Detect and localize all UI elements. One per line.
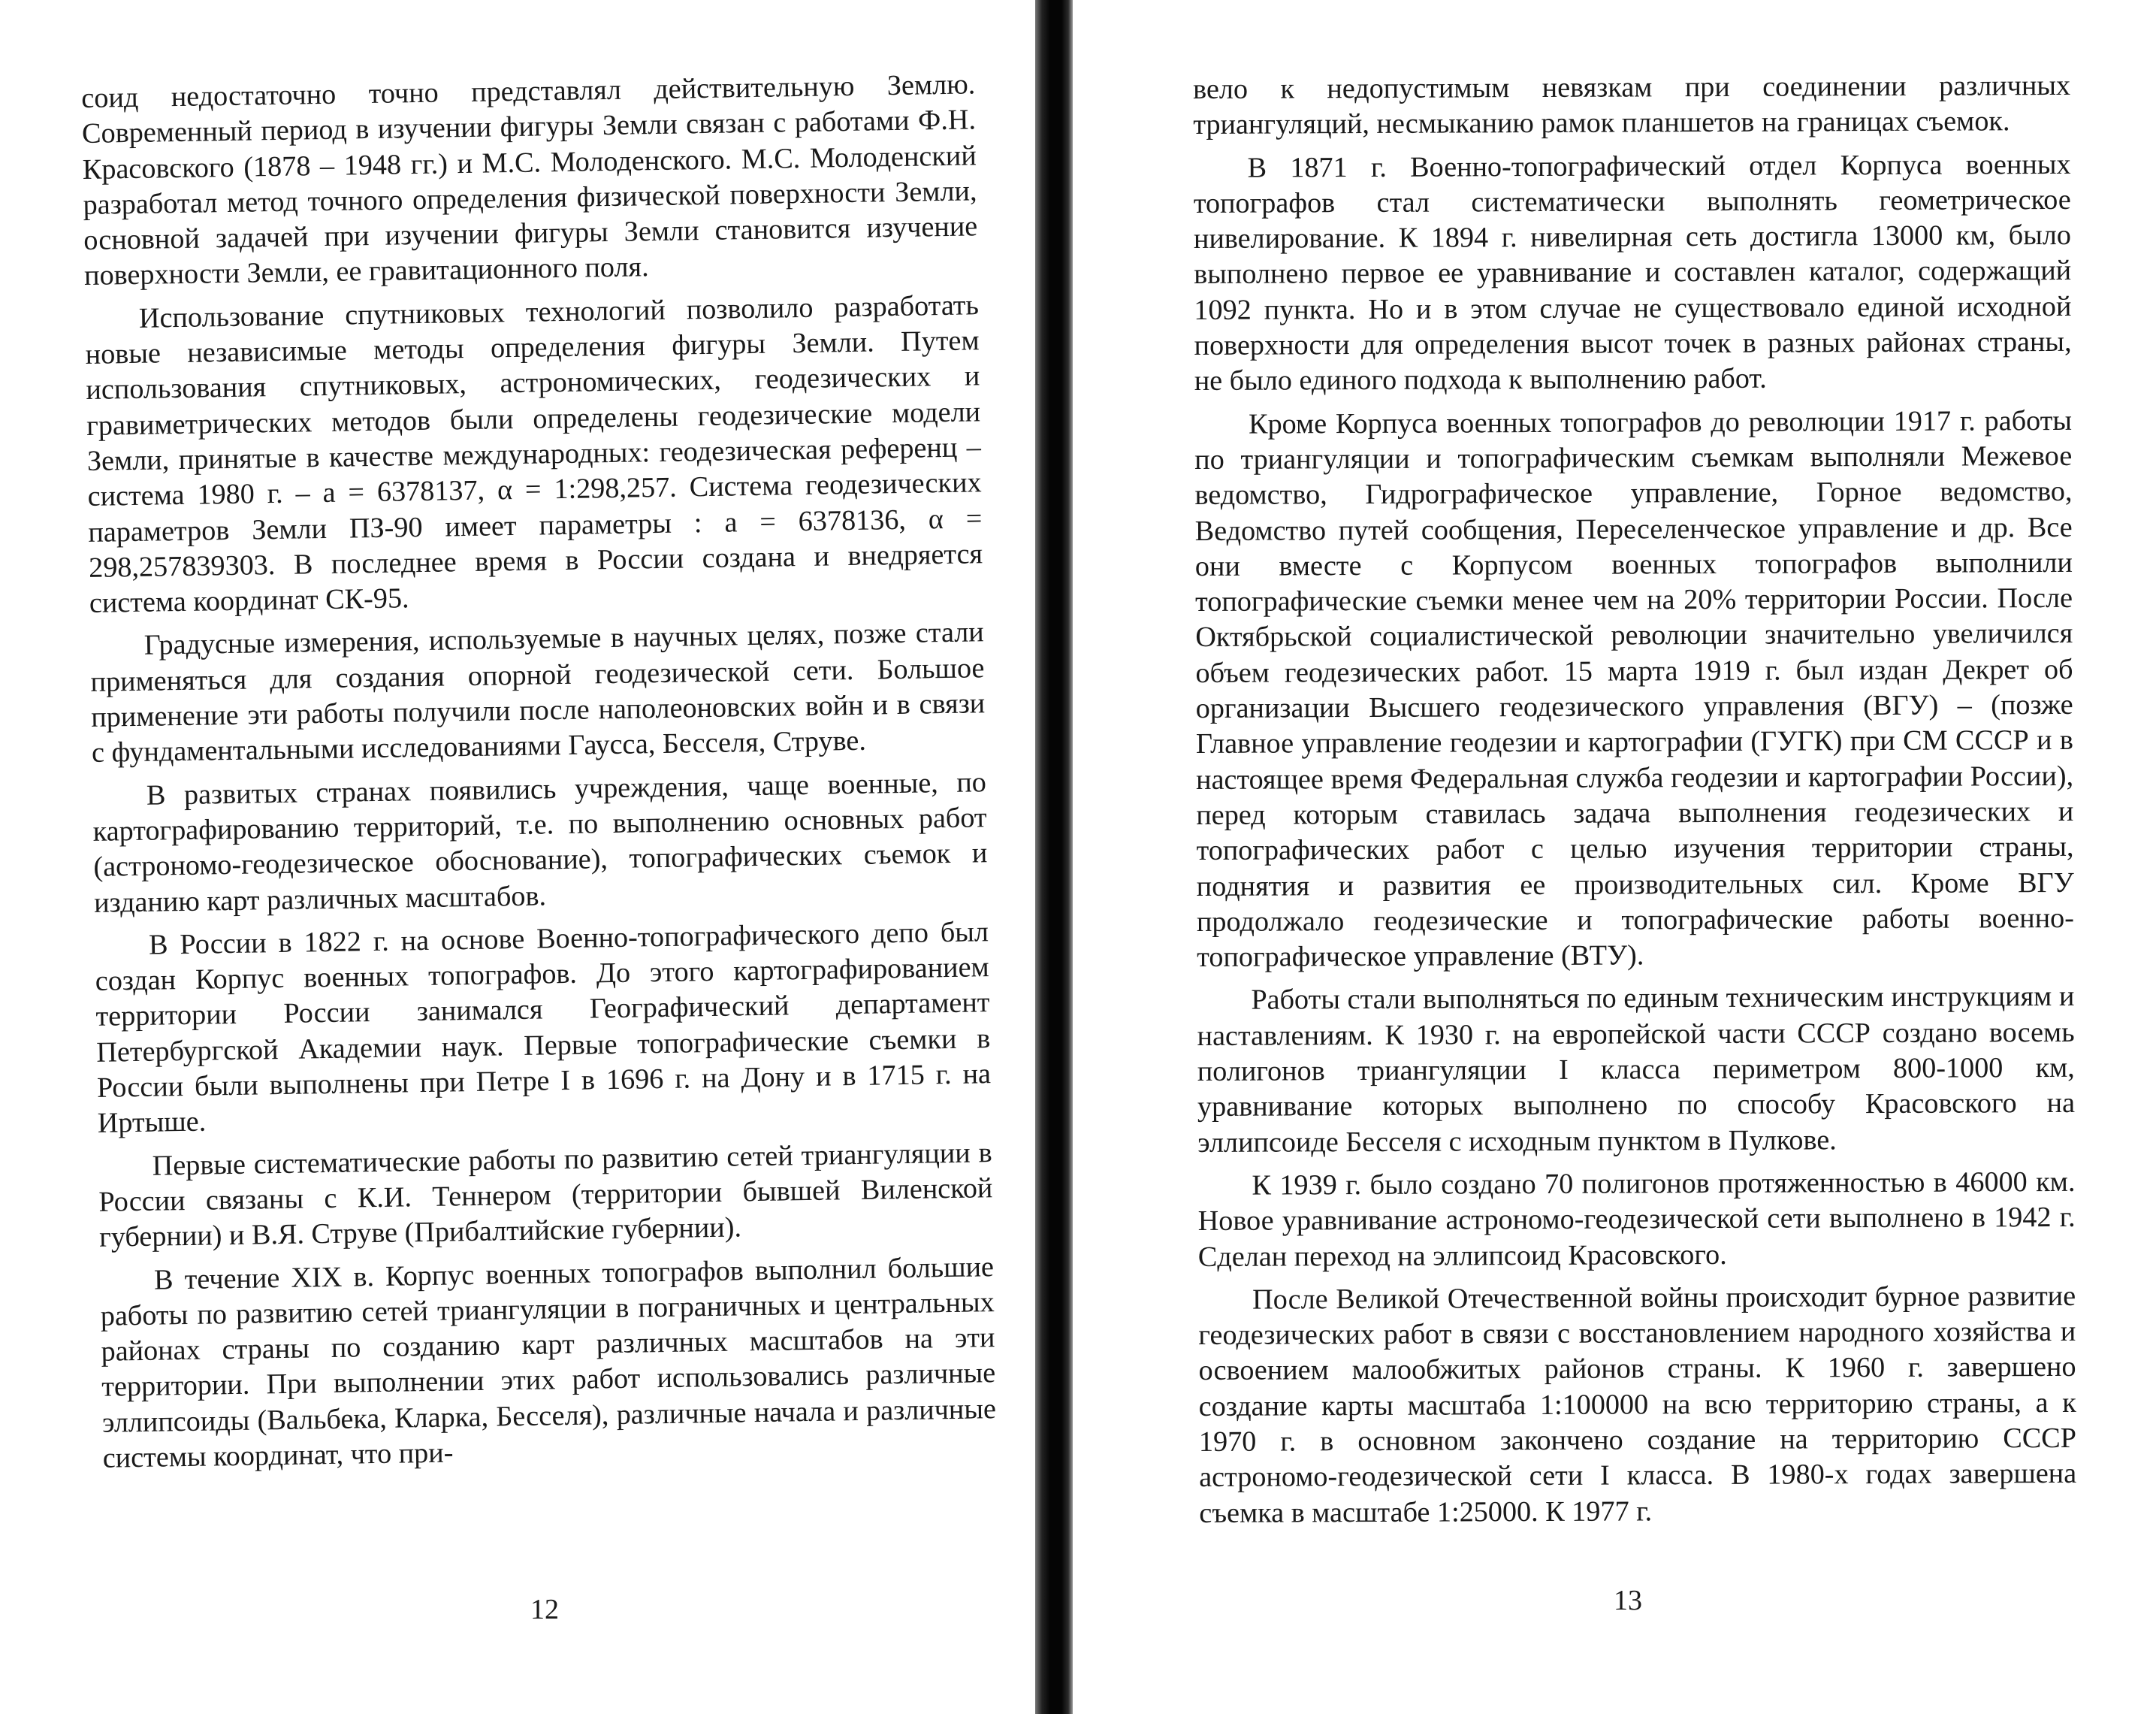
left-page bbox=[0, 0, 1033, 1714]
paragraph: В развитых странах появились учреждения, чаще военные, по картографированию территорий, т.е. по выполнению основных работ (астрономо-геодезическое обоснование), топографических съемок и изданию карт различных масштабов. bbox=[92, 766, 988, 919]
paragraph: Градусные измерения, используемые в научных целях, позже стали применяться для создания опорной геодезической сети. Большое применение эти работы получили после наполеоновских войн и в связи с фундаментальными исследованиями Гаусса, Бесселя, Струве. bbox=[90, 616, 986, 769]
paragraph: Работы стали выполняться по единым техническим инструкциям и наставлениям. К 1930 г. на европейской части СССР создано восемь полигонов триангуляции I класса периметром 800-1000 км, уравнивание которых выполнено по способу Красовского на эллипсоиде Бесселя с исходным пунктом в Пулкове. bbox=[1197, 981, 2076, 1159]
paragraph: В России в 1822 г. на основе Военно-топографического депо был создан Корпус военных топографов. До этого картографированием территории России занимался Географический департамент Петербургской Академии наук. Первые топографические съемки в России были выполнены при Петре I в 1696 г. на Дону и в 1715 г. на Иртыше. bbox=[95, 915, 992, 1140]
paragraph: В течение XIX в. Корпус военных топографов выполнил большие работы по развитию сетей триангуляции в пограничных и центральных районах страны по созданию карт различных масштабов на эти территории. При выполнении этих работ использовались различные эллипсоиды (Вальбека, Кларка, Бесселя), различные начала и различные системы координат, что при- bbox=[100, 1250, 997, 1474]
paragraph: Использование спутниковых технологий позволило разработать новые независимые методы определения фигуры Земли. Путем использования спутниковых, астрономических, геодезических и гравиметрических методов были определены геодезические модели Земли, принятые в качестве международных: геодезическая референц – система 1980 г. – a = 6378137, α = 1:298,257. Система геодезических параметров Земли ПЗ-90 имеет параметры : a = 6378136, α = 298,257839303. В последнее время в России создана и внедряется система координат СК-95. bbox=[85, 289, 983, 620]
paragraph: соид недостаточно точно представлял действительную Землю. Современный период в изучении фигуры Земли связан с работами Ф.Н. Красовского (1878 – 1948 гг.) и М.С. Молоденского. М.С. Молоденский разработал метод точного определения физической поверхности Земли, основной задачей при изучении фигуры Земли становится изучение поверхности Земли, ее гравитационного поля. bbox=[81, 68, 978, 292]
paragraph: После Великой Отечественной войны происходит бурное развитие геодезических работ в связи с восстановлением народного хозяйства и освоением малообжитых районов страны. К 1960 г. завершено создание карты масштаба 1:100000 на всю территорию страны, а к 1970 г. в основном закончено создание на территорию СССР астрономо-геодезической сети I класса. В 1980-х годах завершена съемка в масштабе 1:25000. К 1977 г. bbox=[1198, 1280, 2077, 1529]
right-page-text bbox=[1193, 68, 2077, 1539]
page-number: 12 bbox=[530, 1594, 559, 1625]
left-page-text bbox=[81, 67, 997, 1484]
paragraph: К 1939 г. было создано 70 полигонов протяженностью в 46000 км. Новое уравнивание астрономо-геодезической сети выполнено в 1942 г. Сделан переход на эллипсоид Красовского. bbox=[1197, 1165, 2076, 1273]
paragraph: вело к недопустимым невязкам при соединении различных триангуляций, несмыканию рамок планшетов на границах съемок. bbox=[1193, 69, 2071, 141]
paragraph: Первые систематические работы по развитию сетей триангуляции в России связаны с К.И. Теннером (территории бывшей Виленской губернии) и В.Я. Струве (Прибалтийские губернии). bbox=[98, 1136, 993, 1254]
paragraph: Кроме Корпуса военных топографов до революции 1917 г. работы по триангуляции и топографическим съемкам выполняли Межевое ведомство, Гидрографическое управление, Горное ведомство, Ведомство путей сообщения, Переселенческое управление и др. Все они вместе с Корпусом военных топографов выполнили топографические съемки менее чем на 20% территории России. После Октябрьской социалистической революции значительно увеличился объем геодезических работ. 15 марта 1919 г. был издан Декрет об организации Высшего геодезического управления (ВГУ) – (позже Главное управление геодезии и картографии (ГУГК) при СМ СССР и в настоящее время Федеральная служба геодезии и картографии России), перед которым ставилась задача выполнения геодезических и топографических работ с целью изучения территории страны, поднятия и развития ее производительных сил. Кроме ВГУ продолжало геодезические и топографические работы военно-топографическое управление (ВТУ). bbox=[1194, 404, 2075, 974]
paragraph: В 1871 г. Военно-топографический отдел Корпуса военных топографов стал систематически выполнять геометрическое нивелирование. К 1894 г. нивелирная сеть достигла 13000 км, было выполнено первое ее уравнивание и составлен каталог, содержащий 1092 пункта. Но и в этом случае не существовало единой исходной поверхности для определения высот точек в разных районах страны, не было единого подхода к выполнению работ. bbox=[1193, 148, 2072, 398]
page-number: 13 bbox=[1614, 1585, 1642, 1616]
